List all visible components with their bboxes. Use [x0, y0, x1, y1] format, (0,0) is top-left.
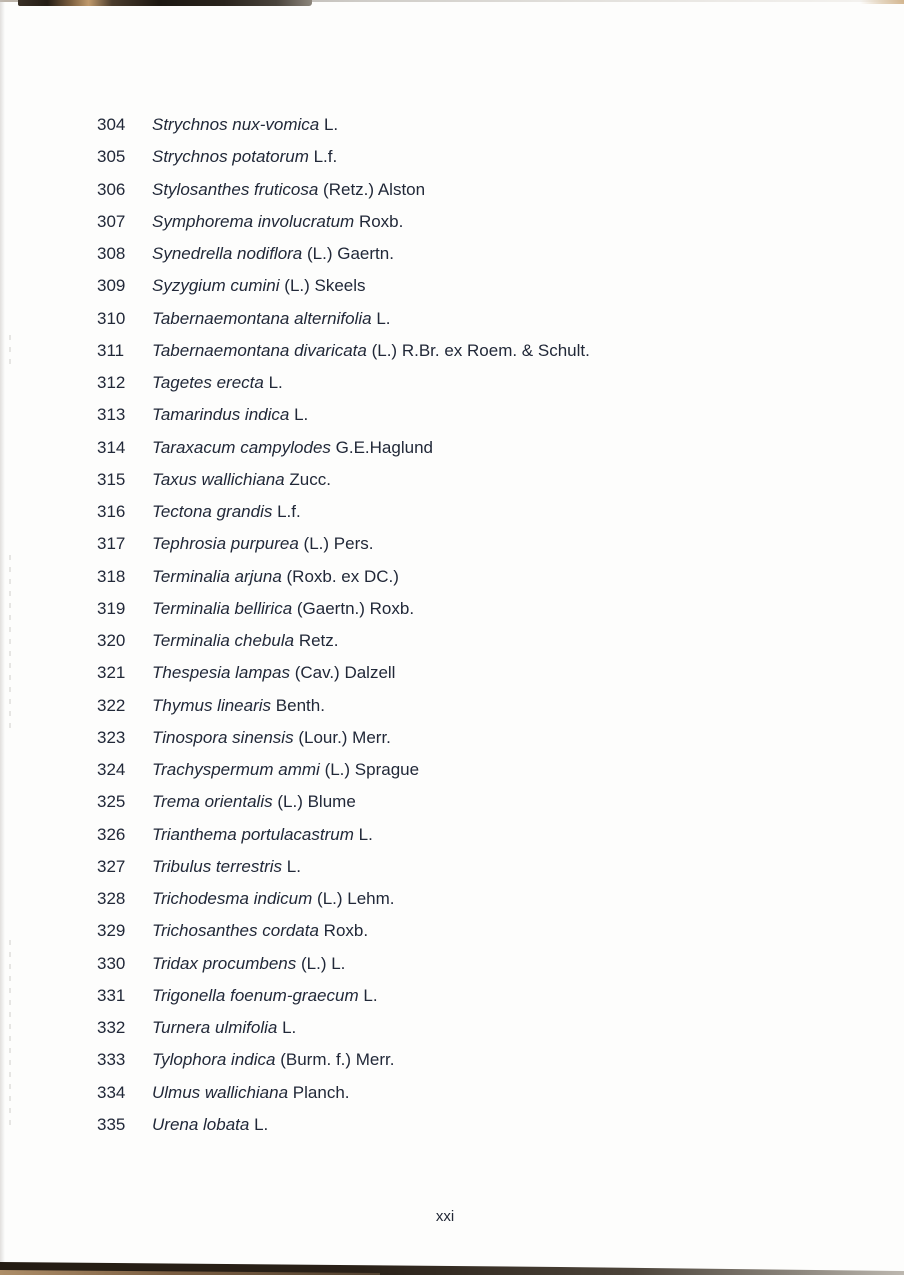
authority: L. [282, 1018, 297, 1038]
list-item [97, 786, 590, 818]
list-item [97, 625, 590, 657]
entry-number: 304 [97, 115, 126, 135]
entry-name [152, 534, 373, 554]
entry-number: 321 [97, 663, 126, 683]
entry-number: 331 [97, 985, 126, 1005]
left-edge-scan-mark [9, 555, 11, 735]
authority: L. [363, 985, 378, 1005]
entry-number: 324 [97, 760, 126, 780]
entry-number: 314 [97, 437, 126, 457]
list-item [97, 819, 590, 851]
entry-name [152, 728, 391, 748]
species-name: Thespesia lampas [152, 663, 290, 683]
list-item [97, 141, 590, 173]
list-item [97, 303, 590, 335]
entry-number: 326 [97, 824, 126, 844]
left-edge-scan-mark [9, 940, 11, 1130]
entry-name [152, 1018, 296, 1038]
species-name: Tagetes erecta [152, 373, 264, 393]
species-name: Urena lobata [152, 1114, 250, 1134]
entry-number: 328 [97, 889, 126, 909]
species-name: Tamarindus indica [152, 405, 290, 425]
entry-number: 308 [97, 244, 126, 264]
species-name: Strychnos potatorum [152, 147, 309, 167]
species-name: Terminalia arjuna [152, 566, 282, 586]
authority: Roxb. [323, 921, 369, 941]
species-name: Trema orientalis [152, 792, 273, 812]
entry-name [152, 567, 399, 587]
entry-name [152, 696, 325, 716]
species-name: Trigonella foenum-graecum [152, 985, 359, 1005]
entry-name [152, 244, 394, 264]
entry-number: 315 [97, 469, 126, 489]
authority: (L.) L. [300, 953, 346, 973]
authority: (Burm. f.) Merr. [280, 1050, 395, 1070]
left-edge-scan-mark [9, 335, 11, 365]
entry-name [152, 631, 339, 651]
entry-number: 335 [97, 1114, 126, 1134]
species-name: Trachyspermum ammi [152, 760, 320, 780]
entry-number: 316 [97, 502, 126, 522]
entry-number: 333 [97, 1050, 126, 1070]
entry-number: 313 [97, 405, 126, 425]
list-item [97, 335, 590, 367]
entry-number: 329 [97, 921, 126, 941]
entry-name [152, 309, 391, 329]
authority: (L.) Lehm. [317, 889, 395, 909]
entry-number: 317 [97, 534, 126, 554]
entry-name [152, 276, 366, 296]
entry-name [152, 147, 337, 167]
authority: L. [254, 1114, 269, 1134]
entry-name [152, 889, 395, 909]
authority: L. [294, 405, 309, 425]
authority: L. [376, 308, 391, 328]
entry-name [152, 470, 331, 490]
entry-number: 312 [97, 373, 126, 393]
top-edge-scan-bar [18, 0, 312, 6]
entry-name [152, 405, 308, 425]
species-name: Stylosanthes fruticosa [152, 179, 319, 199]
entry-number: 319 [97, 598, 126, 618]
list-item [97, 1109, 590, 1141]
authority: L.f. [277, 502, 301, 522]
authority: (L.) Blume [277, 792, 356, 812]
list-item [97, 238, 590, 270]
authority: (L.) Gaertn. [307, 244, 394, 264]
authority: (Gaertn.) Roxb. [296, 598, 415, 618]
authority: L.f. [313, 147, 338, 167]
entry-name [152, 373, 283, 393]
list-item [97, 206, 590, 238]
species-name: Strychnos nux-vomica [152, 115, 320, 135]
entry-number: 327 [97, 856, 126, 876]
entry-name [152, 986, 378, 1006]
authority: (Lour.) Merr. [298, 727, 391, 747]
entry-number: 310 [97, 308, 126, 328]
page-number: xxi [435, 1208, 455, 1225]
list-item [97, 561, 590, 593]
authority: (L.) Sprague [324, 760, 420, 780]
left-edge-shading [0, 0, 5, 1275]
list-item [97, 593, 590, 625]
species-name: Tribulus terrestris [152, 856, 283, 876]
entry-name [152, 1050, 395, 1070]
entry-number: 306 [97, 179, 126, 199]
list-item [97, 722, 590, 754]
list-item [97, 1044, 590, 1076]
list-item [97, 883, 590, 915]
authority: L. [268, 373, 283, 393]
species-name: Trianthema portulacastrum [152, 824, 354, 844]
species-name: Syzygium cumini [152, 276, 280, 296]
species-name: Thymus linearis [152, 695, 272, 715]
entry-name [152, 760, 419, 780]
authority: Retz. [298, 631, 339, 651]
species-name: Ulmus wallichiana [152, 1082, 289, 1102]
entry-name [152, 1083, 350, 1103]
list-item [97, 1012, 590, 1044]
entry-name [152, 180, 425, 200]
entry-name [152, 1115, 268, 1135]
authority: (L.) R.Br. ex Roem. & Schult. [371, 340, 590, 360]
list-item [97, 948, 590, 980]
authority: (L.) Skeels [284, 276, 366, 296]
species-name: Turnera ulmifolia [152, 1018, 278, 1038]
authority: Planch. [292, 1082, 350, 1102]
list-item [97, 915, 590, 947]
entry-name [152, 502, 301, 522]
authority: (Retz.) Alston [323, 179, 426, 199]
species-name: Tephrosia purpurea [152, 534, 299, 554]
species-name: Taraxacum campylodes [152, 437, 331, 457]
entry-name [152, 438, 433, 458]
entry-number: 311 [97, 340, 125, 360]
entry-name [152, 341, 590, 361]
list-item [97, 109, 590, 141]
list-item [97, 980, 590, 1012]
entry-name [152, 115, 338, 135]
species-name: Tridax procumbens [152, 953, 297, 973]
species-name: Terminalia bellirica [152, 598, 293, 618]
authority: Roxb. [358, 211, 404, 231]
entry-number: 309 [97, 276, 126, 296]
entry-number: 332 [97, 1018, 126, 1038]
species-name: Symphorema involucratum [152, 211, 355, 231]
list-item [97, 657, 590, 689]
entry-number: 307 [97, 211, 126, 231]
entry-name [152, 599, 414, 619]
entry-name [152, 663, 395, 683]
list-item [97, 399, 590, 431]
species-name: Taxus wallichiana [152, 469, 285, 489]
entry-number: 318 [97, 566, 126, 586]
bottom-edge-scan-shadow [0, 1259, 904, 1275]
species-name: Synedrella nodiflora [152, 244, 303, 264]
entry-number: 323 [97, 727, 126, 747]
entry-name [152, 921, 368, 941]
species-name: Tabernaemontana alternifolia [152, 308, 372, 328]
list-item [97, 1077, 590, 1109]
authority: (Roxb. ex DC.) [286, 566, 399, 586]
authority: L. [358, 824, 373, 844]
entry-name [152, 825, 373, 845]
authority: (L.) Pers. [303, 534, 374, 554]
entry-number: 330 [97, 953, 126, 973]
entry-number: 322 [97, 695, 126, 715]
list-item [97, 528, 590, 560]
list-item [97, 367, 590, 399]
list-item [97, 754, 590, 786]
authority: L. [323, 115, 339, 135]
species-name: Tabernaemontana divaricata [152, 340, 367, 360]
entry-name [152, 792, 356, 812]
species-name: Tinospora sinensis [152, 727, 294, 747]
entry-name [152, 857, 301, 877]
authority: G.E.Haglund [335, 437, 433, 457]
authority: L. [286, 856, 301, 876]
authority: Zucc. [289, 469, 331, 489]
species-name: Terminalia chebula [152, 631, 295, 651]
entry-name [152, 954, 345, 974]
list-item [97, 690, 590, 722]
species-name: Trichosanthes cordata [152, 921, 319, 941]
species-name: Tectona grandis [152, 502, 273, 522]
list-item [97, 851, 590, 883]
list-item [97, 270, 590, 302]
authority: Benth. [275, 695, 325, 715]
species-name: Tylophora indica [152, 1050, 276, 1070]
list-item [97, 464, 590, 496]
list-item [97, 432, 590, 464]
top-right-edge-smudge [860, 0, 904, 4]
authority: (Cav.) Dalzell [294, 663, 396, 683]
list-item [97, 174, 590, 206]
entry-number: 305 [97, 147, 126, 167]
species-list [97, 109, 590, 1141]
list-item [97, 496, 590, 528]
entry-number: 320 [97, 631, 126, 651]
entry-name [152, 212, 403, 232]
entry-number: 325 [97, 792, 126, 812]
entry-number: 334 [97, 1082, 126, 1102]
species-name: Trichodesma indicum [152, 889, 313, 909]
